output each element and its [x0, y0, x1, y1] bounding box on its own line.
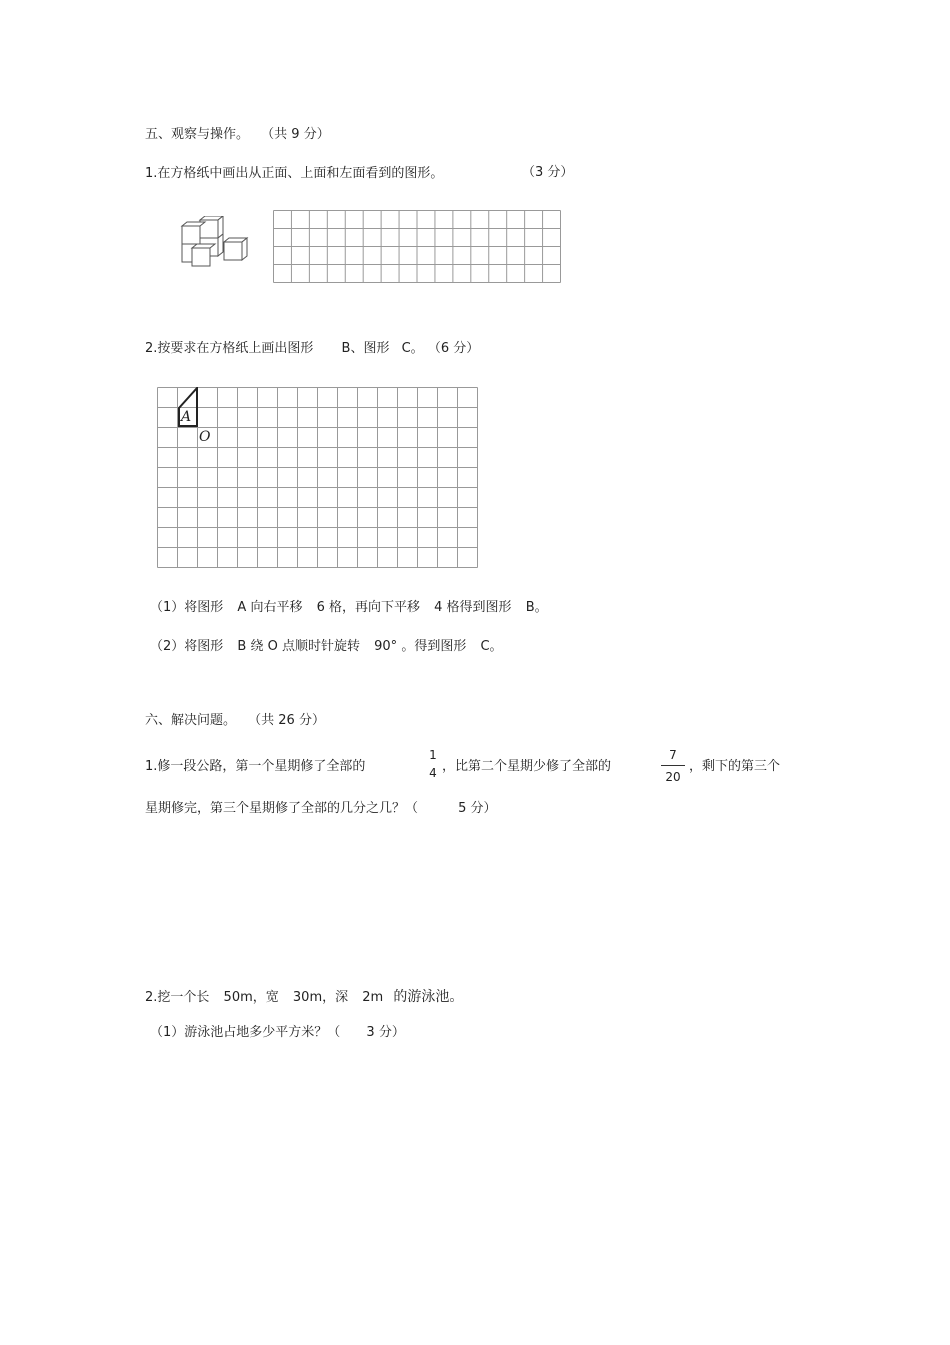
section-6-title: 六、解决问题。 — [145, 713, 237, 728]
question-6-2-c: 30m，深 — [292, 990, 349, 1005]
step-2-d: 。得到图形 — [401, 639, 467, 654]
grid-paper-1 — [273, 210, 561, 283]
question-5-2-text: 2.按要求在方格纸上画出图形 — [145, 341, 314, 356]
step-1-d: 4 格得到图形 — [434, 600, 512, 615]
shape-a-label: A — [181, 409, 192, 425]
question-5-2 — [145, 342, 479, 355]
section-5-heading — [145, 128, 330, 141]
question-6-2-sub-1 — [150, 1026, 405, 1039]
fraction-1-numerator: 1 — [429, 748, 437, 762]
step-2-c: 90° — [374, 639, 398, 654]
question-6-2 — [145, 990, 463, 1004]
question-6-1-part-1: 1.修一段公路，第一个星期修了全部的 — [145, 759, 366, 774]
question-5-2-step-1 — [150, 601, 548, 614]
step-1-e: B。 — [525, 600, 548, 615]
question-6-1-part-3: ，剩下的第三个 — [689, 759, 781, 774]
fraction-seven-twentieths — [661, 748, 685, 784]
section-6-score: （共 26 分） — [248, 713, 325, 728]
question-5-1 — [145, 167, 443, 180]
step-2-b: B 绕 O 点顺时针旋转 — [237, 639, 360, 654]
fraction-2-denominator: 20 — [665, 770, 681, 784]
fraction-one-quarter — [422, 748, 444, 780]
question-6-2-b: 50m，宽 — [223, 990, 279, 1005]
question-5-1-score: （3 分） — [522, 165, 574, 180]
question-5-2-b: B、图形 — [341, 341, 390, 356]
section-5-score: （共 9 分） — [261, 127, 330, 142]
step-2-e: C。 — [480, 639, 503, 654]
question-5-1-text: 1.在方格纸中画出从正面、上面和左面看到的图形。 — [145, 166, 444, 181]
question-5-2-step-2 — [150, 640, 503, 653]
question-5-2-score: （6 分） — [427, 341, 480, 356]
question-6-2-sub-1-text: （1）游泳池占地多少平方米？（ — [150, 1025, 341, 1040]
section-5-title: 五、观察与操作。 — [145, 127, 250, 142]
fraction-2-bar — [661, 765, 685, 766]
question-6-2-d: 2m — [362, 990, 384, 1005]
question-5-2-c: C。 — [401, 341, 424, 356]
step-1-a: （1）将图形 — [150, 600, 224, 615]
question-6-1-score: 5 分） — [458, 801, 497, 816]
section-6-heading — [145, 714, 325, 727]
point-o-label: O — [199, 429, 211, 445]
question-6-2-a: 2.挖一个长 — [145, 990, 210, 1005]
question-6-1-line-2-text: 星期修完，第三个星期修了全部的几分之几？（ — [145, 801, 419, 816]
fraction-1-denominator: 4 — [429, 766, 437, 780]
step-1-b: A 向右平移 — [237, 600, 303, 615]
fraction-2-numerator: 7 — [669, 748, 677, 762]
question-6-1-part-2: ，比第二个星期少修了全部的 — [442, 759, 612, 774]
question-6-2-e: 的游泳池。 — [393, 989, 464, 1005]
question-6-1-line-2 — [145, 802, 497, 815]
question-6-2-sub-1-score: 3 分） — [366, 1025, 405, 1040]
grid-paper-2 — [157, 387, 478, 568]
cube-stack-figure — [178, 216, 250, 268]
step-1-c: 6 格，再向下平移 — [316, 600, 420, 615]
step-2-a: （2）将图形 — [150, 639, 224, 654]
